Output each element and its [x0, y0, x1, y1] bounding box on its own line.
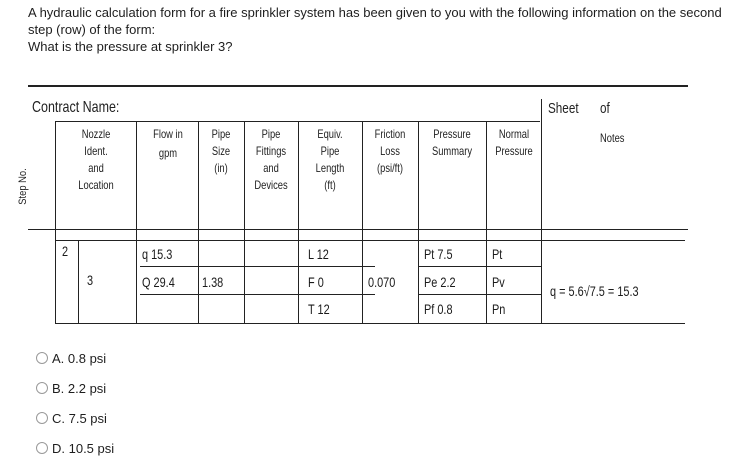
row-note: q = 5.6√7.5 = 15.3 — [550, 283, 639, 299]
form-row-sub-rule — [418, 266, 541, 267]
step-no-label: Step No. — [16, 168, 29, 205]
row-normal-Pn: Pn — [492, 301, 506, 317]
option-d-label: D. 10.5 psi — [52, 440, 115, 456]
header-flow: Flow in gpm — [153, 127, 183, 160]
row-normal-Pt: Pt — [492, 246, 503, 262]
form-col-line — [244, 122, 245, 323]
form-bottom-rule — [55, 323, 685, 324]
form-col-line — [198, 122, 199, 323]
form-col-line — [541, 99, 542, 323]
row-pipe-size: 1.38 — [202, 274, 224, 290]
row-T: T 12 — [308, 301, 330, 317]
form-col-line — [362, 122, 363, 323]
answer-options — [36, 343, 114, 463]
header-equiv-length: Equiv. Pipe Length (ft) — [315, 127, 345, 192]
row-q: q 15.3 — [142, 246, 173, 262]
contract-name-label: Contract Name: — [32, 99, 120, 116]
form-row-sub-rule — [418, 294, 541, 295]
row-F: F 0 — [308, 274, 324, 290]
option-d[interactable] — [36, 433, 114, 463]
row-normal-Pv: Pv — [492, 274, 505, 290]
form-col-line — [136, 122, 137, 323]
form-cell-divider — [78, 241, 79, 323]
option-b-label: B. 2.2 psi — [52, 380, 107, 396]
header-nozzle: Nozzle Ident. and Location — [78, 127, 114, 192]
form-row-sub-rule — [140, 294, 375, 295]
row-Pf: Pf 0.8 — [424, 301, 453, 317]
radio-button[interactable] — [36, 352, 48, 364]
of-label: of — [600, 100, 610, 117]
option-b[interactable] — [36, 373, 114, 403]
header-fittings: Pipe Fittings and Devices — [254, 127, 288, 192]
form-row-top-rule — [55, 240, 685, 241]
option-c-label: C. 7.5 psi — [52, 410, 107, 426]
option-c[interactable] — [36, 403, 114, 433]
row-friction: 0.070 — [368, 274, 396, 290]
sheet-label: Sheet — [548, 100, 579, 117]
radio-button[interactable] — [36, 412, 48, 424]
question-prompt: What is the pressure at sprinkler 3? — [28, 39, 233, 54]
form-top-border — [28, 85, 688, 87]
question-intro: A hydraulic calculation form for a fire sprinkler system has been given to you with the following information on the second step (row) of the form: — [28, 5, 722, 37]
form-col-line — [55, 122, 56, 323]
row-Pe: Pe 2.2 — [424, 274, 456, 290]
radio-button[interactable] — [36, 382, 48, 394]
header-pipe-size: Pipe Size (in) — [211, 127, 231, 175]
option-a-label: A. 0.8 psi — [52, 350, 107, 366]
row-L: L 12 — [308, 246, 329, 262]
radio-button[interactable] — [36, 442, 48, 454]
header-friction-loss: Friction Loss (psi/ft) — [374, 127, 406, 175]
form-col-line — [486, 122, 487, 323]
row-Q: Q 29.4 — [142, 274, 175, 290]
header-notes: Notes — [600, 131, 625, 145]
form-col-line — [418, 122, 419, 323]
header-normal-pressure: Normal Pressure — [495, 127, 533, 158]
form-col-line — [298, 122, 299, 323]
option-a[interactable] — [36, 343, 114, 373]
form-row-sub-rule — [140, 266, 375, 267]
row-nozzle: 3 — [87, 272, 94, 288]
row-step: 2 — [62, 243, 69, 259]
form-header-bottom-rule — [28, 229, 688, 230]
header-pressure-summary: Pressure Summary — [431, 127, 473, 158]
row-Pt: Pt 7.5 — [424, 246, 453, 262]
